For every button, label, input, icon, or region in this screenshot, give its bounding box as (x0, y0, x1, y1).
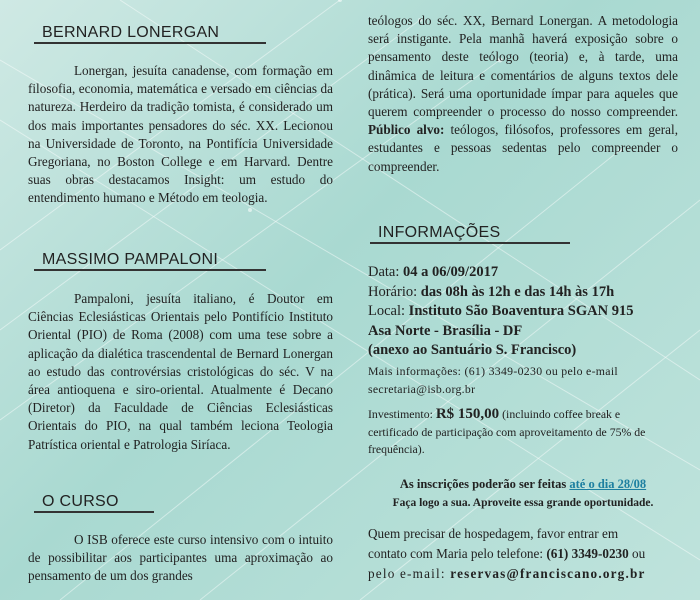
invest-text2: certificado de participação com aproveitamento de 75% de (368, 424, 646, 439)
publico-label: Público alvo: (368, 122, 445, 138)
bernard-heading (42, 24, 219, 42)
hosp-line3a: pelo e-mail: (368, 566, 451, 581)
info-heading-text: INFORMAÇÕES (378, 224, 501, 241)
hosp-line2a: contato com Maria pelo telefone: (368, 546, 547, 561)
massimo-paragraph (28, 290, 333, 454)
curso-heading-text: O CURSO (42, 493, 119, 510)
inscricoes-text: As inscrições poderão ser feitas (399, 477, 570, 491)
info-heading (378, 224, 500, 242)
curso-text-right: teólogos do séc. XX, Bernard Lonergan. A metodologia será instigante. Pela manhã haverá exposição sobre o pensamento deste teólogo (teoria) e, à tarde, uma dinâmica de leitura e comentários de alguns textos dele (prática). Será uma oportunidade ímpar para aqueles que querem compreender o processo do nosso compreender. (368, 13, 678, 120)
invest-label: Investimento: (368, 407, 436, 421)
horario-label: Horário: (368, 283, 421, 300)
info-details (368, 263, 678, 361)
horario-value: das 08h às 12h e das 14h às 17h (420, 283, 615, 300)
massimo-heading-text: MASSIMO PAMPALONI (42, 251, 219, 268)
massimo-text: Pampaloni, jesuíta italiano, é Doutor em Ciências Eclesiásticas Orientais pelo Pontifício Instituto Oriental (PIO) de Roma (2008) com uma tese sobre a aplicação da dialética trascendental de Bernard Lonergan ao estudo das controvérsias cristológicas do séc. V na área antioquena e siro-oriental. Atualmente é Decano (Diretor) da Faculdade de Ciências Eclesiásticas Orientais do PIO, na qual também leciona Teologia Patrística oriental e Patrologia Siríaca. (28, 291, 333, 452)
heading-underline (370, 242, 570, 244)
invest-value: R$ 150,00 (435, 406, 500, 422)
local-line2: Asa Norte - Brasília - DF (368, 322, 523, 339)
contact-block (368, 362, 678, 398)
hosp-line2b: ou (628, 546, 646, 561)
heading-underline (34, 511, 154, 513)
hosp-line1: Quem precisar de hospedagem, favor entrar em (368, 526, 619, 541)
local-value: Instituto São Boaventura SGAN 915 (408, 303, 634, 319)
inscricoes-deadline-link[interactable]: até o dia 28/08 (569, 477, 647, 491)
contact-line: Mais informações: (61) 3349-0230 ou pelo e-mail (368, 364, 618, 378)
heading-underline (34, 42, 266, 44)
contact-email: secretaria@isb.org.br (368, 382, 476, 396)
local-label: Local: (368, 303, 409, 319)
data-value: 04 a 06/09/2017 (403, 264, 499, 280)
massimo-heading (42, 251, 218, 269)
curso-paragraph-left (28, 531, 333, 586)
heading-underline (34, 269, 266, 271)
invest-text1: (incluindo coffee break e (499, 407, 621, 421)
hosp-email[interactable]: reservas@franciscano.org.br (450, 566, 646, 581)
bernard-text: Lonergan, jesuíta canadense, com formação em filosofia, economia, matemática e versado em ciências da natureza. Herdeiro da tradição tomista, é considerado um dos mais importantes pensadores do séc. XX. Lecionou na Universidade de Toronto, na Pontifícia Universidade Gregoriana, no Boston College e em Harvard. Dentre suas obras destacamos Insight: um estudo do entendimento humano e Método em teologia. (28, 63, 333, 206)
investment-block (368, 406, 678, 459)
curso-paragraph-right (368, 12, 678, 176)
data-label: Data: (368, 264, 404, 280)
local-line3: (anexo ao Santuário S. Francisco) (368, 342, 577, 358)
info-horario-row (368, 283, 678, 303)
inscricoes-block (368, 475, 678, 512)
hospedagem-block (368, 524, 678, 584)
inscricoes-line2: Faça logo a sua. Aproveite essa grande oportunidade. (392, 496, 654, 509)
curso-text-left: O ISB oferece este curso intensivo com o intuito de possibilitar aos participantes uma aproximação ao pensamento de um dos grandes (28, 532, 333, 584)
bernard-paragraph (28, 62, 333, 208)
info-data-row (368, 263, 678, 283)
publico-text: teólogos, filósofos, professores em geral, estudantes e pessoas sedentas pelo compreender o compreender. (368, 122, 678, 174)
invest-text3: frequência). (368, 442, 425, 456)
info-local-row (368, 302, 678, 322)
curso-heading (42, 493, 119, 511)
hosp-phone: (61) 3349-0230 (546, 546, 629, 561)
bernard-heading-text: BERNARD LONERGAN (42, 24, 220, 41)
